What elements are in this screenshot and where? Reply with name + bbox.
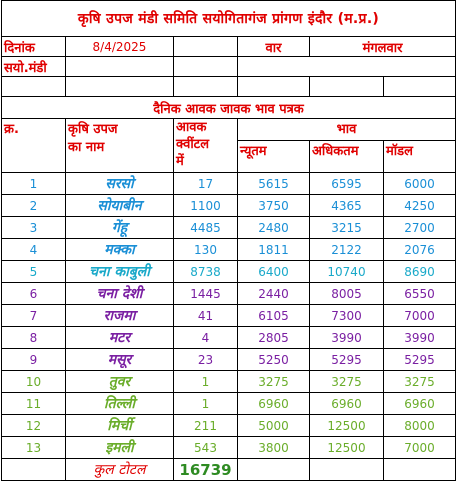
row-arrival: 1 (174, 393, 238, 415)
row-min-price: 5250 (238, 349, 310, 371)
row-max-price: 3990 (310, 327, 384, 349)
col-header-arrival-line3: में (176, 154, 184, 169)
row-crop-name: सरसो (66, 173, 174, 195)
row-min-price: 6960 (238, 393, 310, 415)
row-max-price: 6595 (310, 173, 384, 195)
table-row (2, 327, 456, 349)
row-crop-name: इमली (66, 437, 174, 459)
row-max-price: 4365 (310, 195, 384, 217)
table-row (2, 437, 456, 459)
row-arrival: 4 (174, 327, 238, 349)
row-modal-price: 7000 (384, 437, 456, 459)
row-arrival: 17 (174, 173, 238, 195)
page-title: कृषि उपज मंडी समिति सयोगितागंज प्रांगण इंदौर (म.प्र.) (2, 1, 456, 37)
row-min-price: 2440 (238, 283, 310, 305)
blank-row (2, 77, 456, 97)
col-header-min: न्यूतम (238, 141, 310, 173)
empty-cell (238, 459, 310, 481)
title-row (2, 1, 456, 37)
day-value: मंगलवार (310, 37, 456, 57)
empty-cell (384, 77, 456, 97)
col-header-max: अधिकतम (310, 141, 384, 173)
row-min-price: 5000 (238, 415, 310, 437)
empty-cell (174, 57, 238, 77)
row-modal-price: 5295 (384, 349, 456, 371)
empty-cell (66, 77, 174, 97)
report-subtitle: दैनिक आवक जावक भाव पत्रक (2, 97, 456, 119)
col-header-modal: मॉडल (384, 141, 456, 173)
row-sno: 5 (2, 261, 66, 283)
row-arrival: 1100 (174, 195, 238, 217)
table-row (2, 349, 456, 371)
row-arrival: 23 (174, 349, 238, 371)
row-sno: 8 (2, 327, 66, 349)
row-max-price: 3275 (310, 371, 384, 393)
table-row (2, 239, 456, 261)
date-label: दिनांक (2, 37, 66, 57)
mandi-price-sheet (1, 0, 455, 481)
table-row (2, 305, 456, 327)
total-row (2, 459, 456, 481)
row-crop-name: मटर (66, 327, 174, 349)
row-modal-price: 4250 (384, 195, 456, 217)
empty-cell (310, 459, 384, 481)
row-sno: 2 (2, 195, 66, 217)
row-sno: 1 (2, 173, 66, 195)
table-row (2, 393, 456, 415)
table-row (2, 415, 456, 437)
row-crop-name: तिल्ली (66, 393, 174, 415)
row-modal-price: 7000 (384, 305, 456, 327)
col-header-price: भाव (238, 119, 456, 141)
row-modal-price: 6960 (384, 393, 456, 415)
row-modal-price: 8000 (384, 415, 456, 437)
empty-cell (238, 77, 310, 97)
row-sno: 10 (2, 371, 66, 393)
row-max-price: 3215 (310, 217, 384, 239)
row-max-price: 10740 (310, 261, 384, 283)
row-min-price: 5615 (238, 173, 310, 195)
row-modal-price: 6000 (384, 173, 456, 195)
row-crop-name: तुवर (66, 371, 174, 393)
row-max-price: 5295 (310, 349, 384, 371)
day-label: वार (238, 37, 310, 57)
row-modal-price: 8690 (384, 261, 456, 283)
row-min-price: 2805 (238, 327, 310, 349)
row-max-price: 7300 (310, 305, 384, 327)
row-crop-name: चना देशी (66, 283, 174, 305)
row-max-price: 2122 (310, 239, 384, 261)
table-row (2, 195, 456, 217)
row-modal-price: 2076 (384, 239, 456, 261)
table-row (2, 371, 456, 393)
col-header-arrival (174, 119, 238, 173)
empty-cell (384, 459, 456, 481)
date-value: 8/4/2025 (66, 37, 174, 57)
row-max-price: 6960 (310, 393, 384, 415)
row-modal-price: 2700 (384, 217, 456, 239)
empty-cell (66, 57, 174, 77)
empty-cell (174, 37, 238, 57)
row-sno: 7 (2, 305, 66, 327)
row-arrival: 4485 (174, 217, 238, 239)
column-header-row-1 (2, 119, 456, 141)
row-sno: 13 (2, 437, 66, 459)
col-header-name (66, 119, 174, 173)
row-sno: 9 (2, 349, 66, 371)
row-arrival: 1445 (174, 283, 238, 305)
subtitle-row (2, 97, 456, 119)
row-crop-name: गेंहू (66, 217, 174, 239)
empty-cell (2, 77, 66, 97)
row-sno: 4 (2, 239, 66, 261)
row-crop-name: मक्का (66, 239, 174, 261)
col-header-arrival-line2: क्वींटल (176, 137, 210, 152)
row-crop-name: मसूर (66, 349, 174, 371)
row-crop-name: राजमा (66, 305, 174, 327)
row-modal-price: 6550 (384, 283, 456, 305)
row-sno: 6 (2, 283, 66, 305)
total-value: 16739 (174, 459, 238, 481)
total-label: कुल टोटल (66, 459, 174, 481)
empty-cell (2, 459, 66, 481)
col-header-name-line1: कृषि उपज (68, 122, 118, 137)
empty-cell (174, 77, 238, 97)
row-min-price: 6105 (238, 305, 310, 327)
row-sno: 12 (2, 415, 66, 437)
row-max-price: 12500 (310, 415, 384, 437)
table-row (2, 173, 456, 195)
date-row (2, 37, 456, 57)
row-min-price: 2480 (238, 217, 310, 239)
row-max-price: 8005 (310, 283, 384, 305)
empty-cell (310, 77, 384, 97)
table-row (2, 283, 456, 305)
row-arrival: 1 (174, 371, 238, 393)
market-row (2, 57, 456, 77)
row-max-price: 12500 (310, 437, 384, 459)
row-modal-price: 3275 (384, 371, 456, 393)
row-min-price: 3750 (238, 195, 310, 217)
market-label: सयो.मंडी (2, 57, 66, 77)
row-crop-name: मिर्ची (66, 415, 174, 437)
row-min-price: 3800 (238, 437, 310, 459)
row-crop-name: चना काबुली (66, 261, 174, 283)
row-min-price: 1811 (238, 239, 310, 261)
price-table (1, 0, 456, 481)
col-header-sno: क्र. (2, 119, 66, 173)
row-sno: 3 (2, 217, 66, 239)
empty-cell (238, 57, 456, 77)
col-header-arrival-line1: आवक (176, 120, 207, 135)
row-modal-price: 3990 (384, 327, 456, 349)
row-arrival: 543 (174, 437, 238, 459)
row-arrival: 211 (174, 415, 238, 437)
row-min-price: 6400 (238, 261, 310, 283)
row-arrival: 130 (174, 239, 238, 261)
row-min-price: 3275 (238, 371, 310, 393)
table-row (2, 217, 456, 239)
row-crop-name: सोयाबीन (66, 195, 174, 217)
row-sno: 11 (2, 393, 66, 415)
row-arrival: 8738 (174, 261, 238, 283)
col-header-name-line2: का नाम (68, 140, 105, 155)
row-arrival: 41 (174, 305, 238, 327)
table-row (2, 261, 456, 283)
